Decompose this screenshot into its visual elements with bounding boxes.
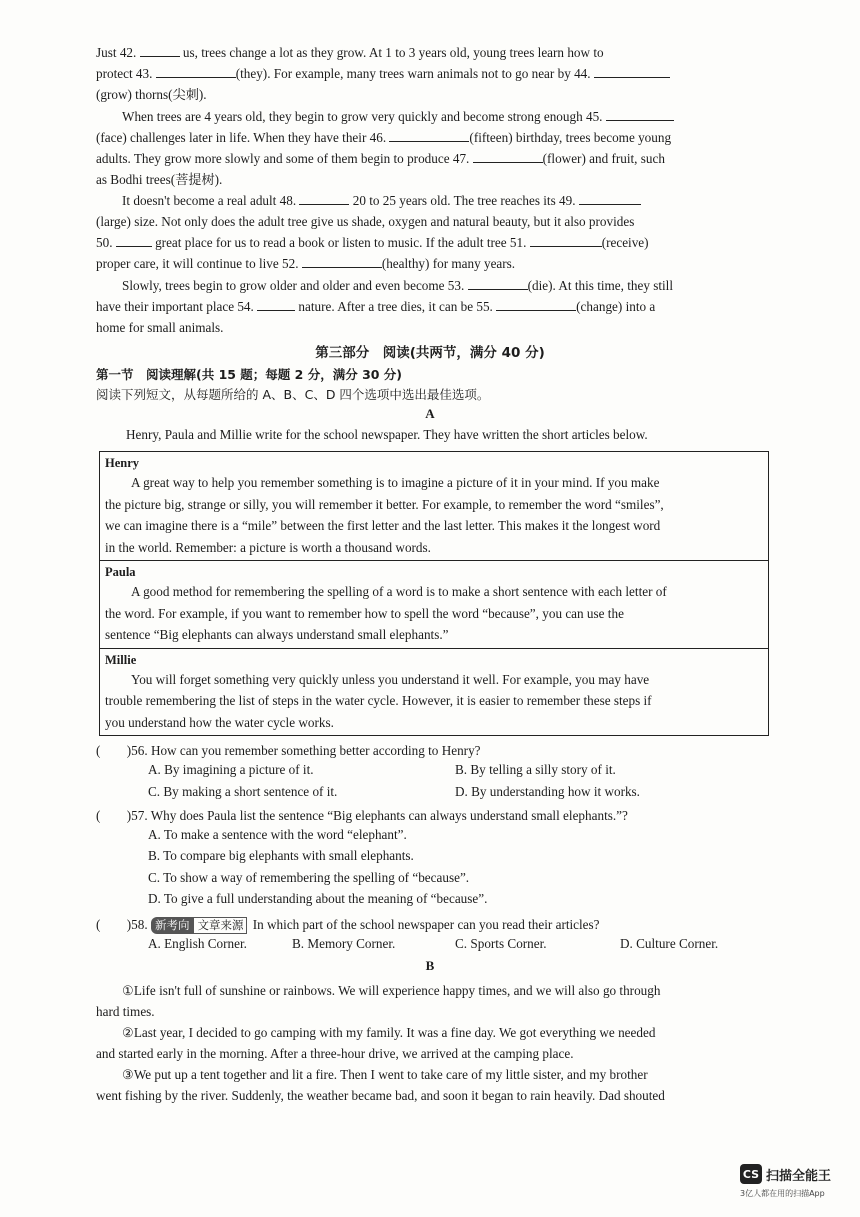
article-line: A great way to help you remember something is to imagine a picture of it in your mind. If you make [131,475,660,490]
passage-line: ③We put up a tent together and lit a fire. Then I went to take care of my little sister, and my brother [122,1067,648,1082]
new-trend-tag: 新考向 [151,917,194,934]
cloze-text: (grow) thorns(尖刺). [96,87,207,102]
author-name: Henry [105,456,140,470]
article-line: trouble remembering the list of steps in the water cycle. However, it is easier to remember these steps if [105,693,652,708]
answer-blank [530,233,602,247]
cloze-text: Slowly, trees begin to grow older and older and even become 53. [122,278,468,293]
answer-blank [156,64,236,78]
logo-name: 扫描全能王 [766,1168,832,1184]
answer-blank [468,276,528,290]
source-tag: 文章来源 [193,917,247,934]
question-number: ( )58. [96,917,148,932]
answer-blank [496,297,576,311]
cloze-text: have their important place 54. [96,299,258,314]
option-57-b: B. To compare big elephants with small elephants. [148,848,414,863]
cloze-paragraph-2 [96,106,764,190]
option-56-a: A. By imagining a picture of it. [148,762,314,777]
passage-line: went fishing by the river. Suddenly, the weather became bad, and soon it began to rain heavily. Dad shouted [96,1088,665,1103]
passage-b [96,980,764,1106]
option-58-d: D. Culture Corner. [620,936,719,951]
cloze-text: (receive) [601,235,649,250]
article-line: we can imagine there is a “mile” between the first letter and the last letter. This makes it the longest word [105,518,661,533]
cloze-text: (large) size. Not only does the adult tree give us shade, oxygen and natural beauty, but it also provides [96,214,635,229]
option-56-d: D. By understanding how it works. [455,784,640,799]
article-paula [100,560,768,648]
author-name: Millie [105,652,137,667]
article-line: A good method for remembering the spelling of a word is to make a short sentence with each letter of [131,584,667,599]
option-56-b: B. By telling a silly story of it. [455,762,616,777]
option-57-a: A. To make a sentence with the word “elephant”. [148,827,407,842]
article-line: sentence “Big elephants can always understand small elephants.” [105,627,449,642]
passage-line: hard times. [96,1004,155,1019]
answer-blank [606,107,674,121]
option-56-c: C. By making a short sentence of it. [148,784,338,799]
option-57-d: D. To give a full understanding about the meaning of “because”. [148,891,488,906]
answer-blank [299,191,349,205]
cloze-text: nature. After a tree dies, it can be 55. [295,299,497,314]
articles-box [99,451,769,736]
passage-a-intro: Henry, Paula and Millie write for the school newspaper. They have written the short articles below. [126,427,648,442]
cloze-text: (change) into a [576,299,656,314]
cloze-text: adults. They grow more slowly and some of them begin to produce 47. [96,151,473,166]
answer-blank [116,233,152,247]
cloze-text: proper care, it will continue to live 52. [96,256,302,271]
cs-logo-icon: CS [740,1164,762,1184]
answer-blank [302,254,382,268]
article-henry [100,452,768,560]
scanner-logo [740,1164,831,1184]
article-millie [100,648,768,736]
question-56: ( )56. How can you remember something better according to Henry? [96,743,481,758]
answer-blank [389,128,469,142]
logo-tagline: 3亿人都在用的扫描App [740,1189,825,1198]
cloze-text: protect 43. [96,66,156,81]
article-line: in the world. Remember: a picture is worth a thousand words. [105,539,431,555]
article-line: You will forget something very quickly unless you understand it well. For example, you may have [131,671,650,687]
instruction: 阅读下列短文，从每题所给的 A、B、C、D 四个选项中选出最佳选项。 [96,387,490,402]
question-text: In which part of the school newspaper can you read their articles? [252,917,600,932]
passage-letter-b: B [425,958,435,973]
passage-letter-a: A [425,406,435,421]
answer-blank [579,191,641,205]
option-57-c: C. To show a way of remembering the spelling of “because”. [148,870,470,885]
cloze-text: (healthy) for many years. [381,256,516,271]
passage-line: ①Life isn't full of sunshine or rainbows. We will experience happy times, and we will also go through [122,983,661,998]
option-58-a: A. English Corner. [148,936,247,951]
cloze-text: It doesn't become a real adult 48. [122,193,300,208]
cloze-text: (they). For example, many trees warn animals not to go near by 44. [235,66,594,81]
cloze-paragraph-3 [96,190,764,274]
cloze-text: (flower) and fruit, such [542,151,665,166]
section-title: 第三部分 阅读(共两节，满分 40 分) [315,345,545,361]
cloze-text: (fifteen) birthday, trees become young [469,130,672,145]
answer-blank [594,64,670,78]
author-name: Paula [105,565,136,579]
cloze-paragraph-4 [96,275,764,338]
cloze-text: as Bodhi trees(菩提树). [96,172,223,187]
passage-line: and started early in the morning. After a three-hour drive, we arrived at the camping place. [96,1046,574,1061]
sub-section-title: 第一节 阅读理解(共 15 题；每题 2 分，满分 30 分) [96,367,403,382]
article-line: you understand how the water cycle works. [105,714,334,730]
cloze-text: When trees are 4 years old, they begin to grow very quickly and become strong enough 45. [122,109,606,124]
article-line: the word. For example, if you want to remember how to spell the word “because”, you can use the [105,605,624,621]
cloze-text: 20 to 25 years old. The tree reaches its 49. [349,193,579,208]
option-58-b: B. Memory Corner. [292,936,396,951]
cloze-text: home for small animals. [96,320,224,335]
cloze-paragraph-1 [96,42,764,105]
question-57: ( )57. Why does Paula list the sentence “Big elephants can always understand small elephants.”? [96,808,628,823]
cloze-text: (face) challenges later in life. When they have their 46. [96,130,390,145]
article-line: the picture big, strange or silly, you will remember it better. For example, to remember the word “smiles”, [105,496,664,512]
option-58-c: C. Sports Corner. [455,936,547,951]
cloze-text: great place for us to read a book or listen to music. If the adult tree 51. [151,235,530,250]
answer-blank [473,149,543,163]
cloze-text: 50. [96,235,116,250]
answer-blank [257,297,295,311]
cloze-text: Just 42. [96,45,140,60]
cloze-text: us, trees change a lot as they grow. At 1 to 3 years old, young trees learn how to [179,45,604,60]
question-58 [96,914,600,935]
cloze-text: (die). At this time, they still [527,278,674,293]
passage-line: ②Last year, I decided to go camping with my family. It was a fine day. We got everything we needed [122,1025,656,1040]
answer-blank [140,43,180,57]
